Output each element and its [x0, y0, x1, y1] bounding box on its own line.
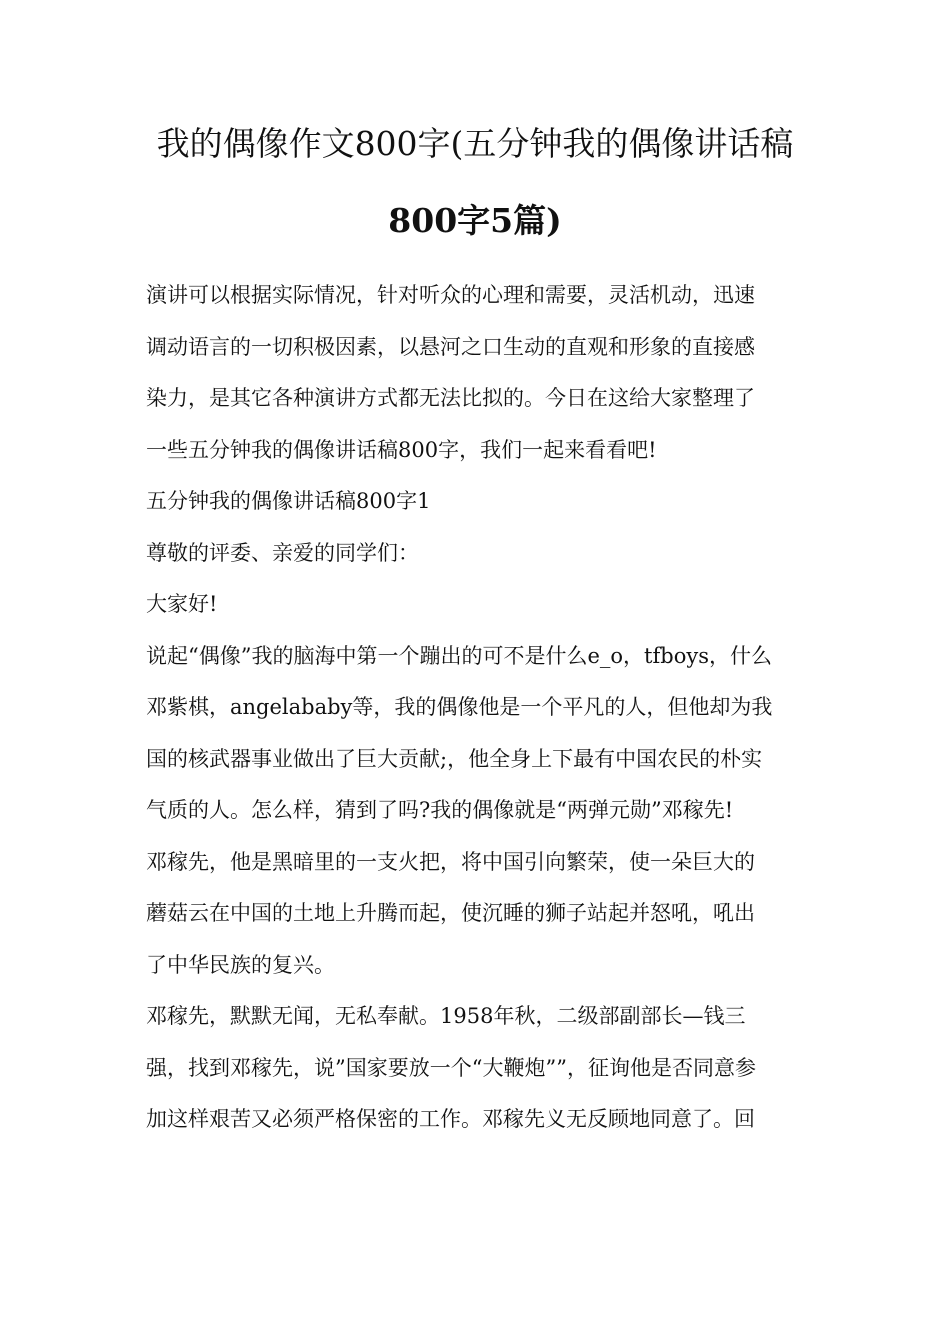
body-line: 了中华民族的复兴。 — [146, 952, 335, 977]
document-title-line-2-text: 800字5篇) — [388, 201, 562, 240]
body-line: 演讲可以根据实际情况，针对听众的心理和需要，灵活机动，迅速 — [146, 283, 755, 307]
body-line: 邓稼先，他是黑暗里的一支火把，将中国引向繁荣，使一朵巨大的 — [146, 849, 755, 874]
body-line: 说起“偶像”我的脑海中第一个蹦出的可不是什么e_o，tfboys，什么 — [146, 643, 772, 668]
body-line: 蘑菇云在中国的土地上升腾而起，使沉睡的狮子站起并怒吼，吼出 — [146, 901, 755, 925]
body-line: 邓稼先，默默无闻，无私奉献。1958年秋，二级部副部长—钱三 — [146, 1004, 746, 1028]
body-line: 国的核武器事业做出了巨大贡献;，他全身上下最有中国农民的朴实 — [146, 746, 763, 771]
document-body — [146, 270, 816, 1146]
greeting: 大家好! — [146, 592, 218, 616]
body-line: 气质的人。怎么样，猜到了吗?我的偶像就是“两弹元勋”邓稼先! — [146, 798, 734, 822]
body-line: 强，找到邓稼先，说”国家要放一个“大鞭炮””，征询他是否同意参 — [146, 1055, 756, 1080]
body-line: 加这样艰苦又必须严格保密的工作。邓稼先义无反顾地同意了。回 — [146, 1107, 755, 1131]
body-line: 染力，是其它各种演讲方式都无法比拟的。今日在这给大家整理了 — [146, 386, 755, 410]
salutation: 尊敬的评委、亲爱的同学们： — [146, 540, 419, 565]
section-heading: 五分钟我的偶像讲话稿800字1 — [146, 489, 431, 513]
document-title-line-2 — [110, 201, 840, 241]
body-line: 邓紫棋，angelababy等，我的偶像他是一个平凡的人，但他却为我 — [146, 695, 773, 719]
body-line: 调动语言的一切积极因素，以悬河之口生动的直观和形象的直接感 — [146, 334, 755, 359]
document-title-line-1: 我的偶像作文800字(五分钟我的偶像讲话稿 — [156, 124, 794, 163]
body-line: 一些五分钟我的偶像讲话稿800字，我们一起来看看吧! — [146, 437, 657, 462]
